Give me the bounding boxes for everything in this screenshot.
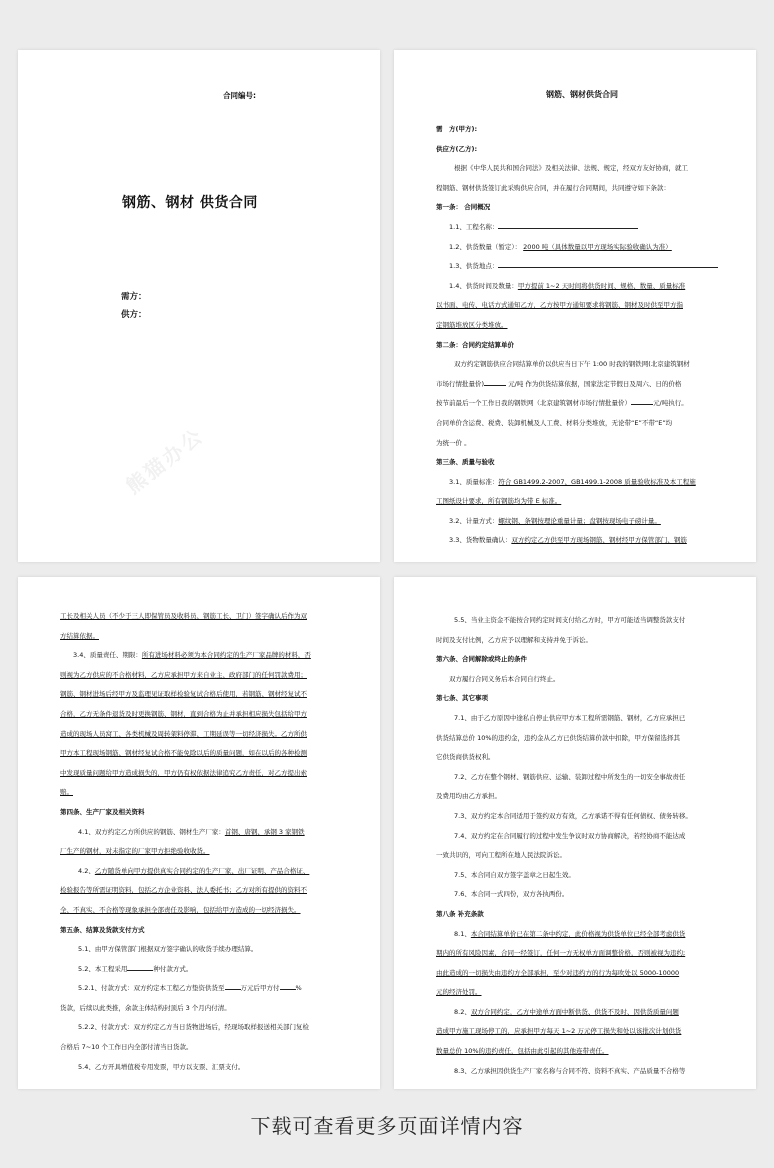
paragraph-line: 以书面、电传、电话方式通知乙方，乙方按甲方通知要求将钢筋、钢材及时供至甲方指 [436,301,683,310]
paragraph-line: 工图纸设计要求，所有钢筋均为带 E 标准。 [436,497,562,506]
paragraph-line: 按节前最后一个工作日我的钢铁网（北京建筑钢材市场行情批量价） 元/吨执行。 [436,394,728,414]
paragraph-line: 合格，乙方无条件退货及时更换钢筋、钢材，直到合格为止并承担相应损失包括给甲方 [60,709,307,718]
page-cover [18,50,380,562]
paragraph-line: 则视为乙方供应的不合格材料，乙方应承担甲方来自业主、政府部门的任何罚款费用； [60,670,307,679]
paragraph-line: 8.2、双方合同约定，乙方中途单方面中断供货、供货不及时、因供货质量问题 [454,1007,679,1016]
page-title: 钢筋、钢材供货合同 [546,90,618,99]
paragraph-line: 及费用均由乙方承担。 [436,792,501,801]
paragraph-line: 8.3、乙方承担因供货生产厂家名称与合同不符、资料不真实、产品质量不合格等 [454,1066,686,1075]
page-4 [394,577,756,1089]
paragraph-line: 程钢筋、钢材供货签订此采购供应合同，并在履行合同期间，共同遵守如下条款： [436,183,670,192]
watermark: 熊猫办公 [121,422,209,499]
paragraph-line: 5.5、当业主资金不能按合同约定时间支付给乙方时，甲方可能适当调整货款支付 [454,616,686,624]
paragraph-line: 7.3、双方约定本合同适用于签约双方有效，乙方承诺不得有任何债权、债务转移。 [454,811,692,820]
paragraph-line: 为统一价 。 [436,438,471,447]
section-heading: 第三条、质量与验收 [436,458,495,467]
paragraph-line: 合格后 7~10 个工作日内全部付清当日货款。 [60,1043,193,1052]
paragraph-line: 甲方本工程现场钢筋、钢材经复试合格不能免除以后的质量问题，如在以后的各种检测 [60,749,307,758]
page-2 [394,50,756,562]
paragraph-line: 1.3、供货地点： [436,257,728,277]
paragraph-line: 方结算依据。 [60,631,99,640]
paragraph-line: 3.1、质量标准：符合 GB1499.2-2007、GB1499.1-2008 质量验收标准及本工程施 [449,477,696,486]
supplier-line: 供应方(乙方): [436,144,478,153]
paragraph-line: 5.2、本工程采用 种付款方式。 [60,960,352,980]
paragraph-line: 7.2、乙方在整个钢材、钢筋供应、运输、装卸过程中所发生的一切安全事故责任 [454,772,686,781]
cover-title: 钢筋、钢材 供货合同 [122,195,258,211]
party-b-label: 供方： [121,310,147,320]
paragraph-line: 工长及相关人员（不少于三人即保管员及收料员、钢筋工长、卫门）签字确认后作为双 [60,612,307,620]
paragraph-line: 3.3、货物数量确认：双方约定乙方供至甲方现场钢筋、钢材经甲方保管部门、钢筋 [449,536,687,545]
footer-caption: 下载可查看更多页面详情内容 [250,1114,524,1138]
paragraph-line: 7.5、本合同自双方签字盖章之日起生效。 [454,870,575,879]
paragraph-line: 它供货商供货权利。 [436,753,495,762]
paragraph-line: 期内的所有风险因素，合同一经签订，任何一方无权单方面调整价格，否则被视为违约; [436,949,686,958]
paragraph-line: 1.1、工程名称： [436,218,728,238]
paragraph-line: 货款，后续以此类推，余款主体结构封顶后 3 个月内付清。 [60,1003,231,1012]
paragraph-line: 数量总价 10%的违约责任，包括由此引起的其他连带责任。 [436,1047,609,1056]
section-heading: 第七条、其它事项 [436,694,488,703]
paragraph-line: 7.6、本合同一式四份，双方各执两份。 [454,890,569,899]
section-heading: 第一条： 合同概况 [436,203,491,212]
paragraph-line: 市场行情批量价) 元/吨 作为供货结算依据，国家法定节假日及周六、日的价格 [436,375,728,395]
paragraph-line: 造成甲方施工现场停工的，应承担甲方每天 1~2 万元停工损失和处以该批次计划供货 [436,1027,682,1036]
paragraph-line: 5.4、乙方开具增值税专用发票，甲方以支票、汇票支付。 [78,1062,245,1071]
section-heading: 第四条、生产厂家及相关资料 [60,807,145,816]
paragraph-line: 元的经济处罚。 [436,988,482,997]
paragraph-line: 5.2.1、付款方式：双方约定本工程乙方垫资供货至 万元后甲方付 % [60,979,352,999]
paragraph-line: 3.4、质量责任、期限：所有进场材料必须为本合同约定的生产厂家品牌的材料，否 [73,651,311,660]
paragraph-line: 一致共识的，可向工程所在地人民法院诉讼。 [436,851,566,860]
paragraph-line: 5.1、由甲方保管部门根据双方签字确认的收货手续办理结算。 [78,945,258,954]
paragraph-line: 中发现质量问题给甲方造成损失的，甲方仍有权依据法律追究乙方责任，对乙方提出索 [60,768,307,777]
section-heading: 第五条、结算及货款支付方式 [60,925,145,934]
paragraph-line: 钢筋、钢材进场后经甲方及监理见证取样检验复试合格后使用，若钢筋、钢材经复试不 [60,690,307,699]
paragraph-line: 1.4、供货时间及数量：甲方提前 1~2 天时间将供货时间、规格、数量、质量标准 [449,281,686,290]
paragraph-line: 5.2.2、付款方式：双方约定乙方当日货物进场后，经现场取样报送相关部门复检 [78,1023,310,1032]
paragraph-line: 7.4、双方约定在合同履行的过程中发生争议时双方协商解决，若经协商不能达成 [454,831,686,840]
paragraph-line: 合同单价含运费、税费、装卸机械及人工费、材料分类堆放，无论带“E”不带“E”均 [436,418,673,427]
paragraph-line: 双方约定钢筋供应合同结算单价以供应当日下午 1:00 时我的钢铁网(北京建筑钢材 [454,360,690,369]
paragraph-line: 1.2、供货数量（暂定）： 2000 吨（具体数量以甲方现场实际验收确认为准） [449,242,672,251]
paragraph-line: 4.2、乙方随货单向甲方提供真实合同约定的生产厂家、出厂证明、产品合格证、 [78,866,310,875]
paragraph-line: 时间及支付比例，乙方应予以理解和支持并免于诉讼。 [436,635,592,644]
section-heading: 第二条：合同约定结算单价 [436,340,514,349]
contract-number-label: 合同编号: [223,91,256,100]
section-heading: 第八条 补充条款 [436,909,484,918]
buyer-line: 需 方(甲方): [436,125,478,133]
paragraph-line: 4.1、双方约定乙方所供应的钢筋、钢材生产厂家：首钢、唐钢、承钢 3 家钢铁 [78,827,305,836]
party-a-label: 需方： [121,292,147,302]
paragraph-line: 定钢筋堆放区分类堆放。 [436,320,508,329]
paragraph-line: 根据《中华人民共和国合同法》及相关法律、法规、规定，经双方友好协商，就工 [454,164,688,173]
paragraph-line: 造成的现场人员窝工、各类机械及周转架料停滞、工期延误等一切经济损失。乙方所供 [60,729,307,738]
paragraph-line: 7.1、由于乙方原因中途私自停止供应甲方本工程所需钢筋、钢材，乙方应承担已 [454,713,686,722]
paragraph-line: 全、不真实、不合格等现象承担全部责任及影响，包括给甲方造成的一切经济损失。 [60,905,301,914]
paragraph-line: 检验报告等所需证明资料，包括乙方企业资料、法人委托书；乙方对所有提供的资料不 [60,886,307,895]
paragraph-line: 3.2、计量方式：螺纹钢、条钢按理论重量计量；盘钢按现场电子磅计量。 [449,516,661,525]
section-heading: 第六条、合同解除或终止的条件 [436,655,527,664]
page-3 [18,577,380,1089]
paragraph-line: 由此造成的一切损失由违约方全部承担，至少对违约方的行为每吹处以 5000-10000 [436,968,680,977]
paragraph-line: 厂生产的钢材，对未指定的厂家甲方拒绝验收收货。 [60,847,210,856]
paragraph-line: 双方履行合同义务后本合同自行终止。 [449,674,560,683]
paragraph-line: 赔。 [60,788,73,797]
paragraph-line: 供货结算总价 10%的违约金，违约金从乙方已供货结算价款中扣除，甲方保留选择其 [436,733,681,742]
paragraph-line: 8.1、本合同结算单价已在第二条中约定，此价格视为供货单位已经全部考虑供货 [454,929,686,938]
